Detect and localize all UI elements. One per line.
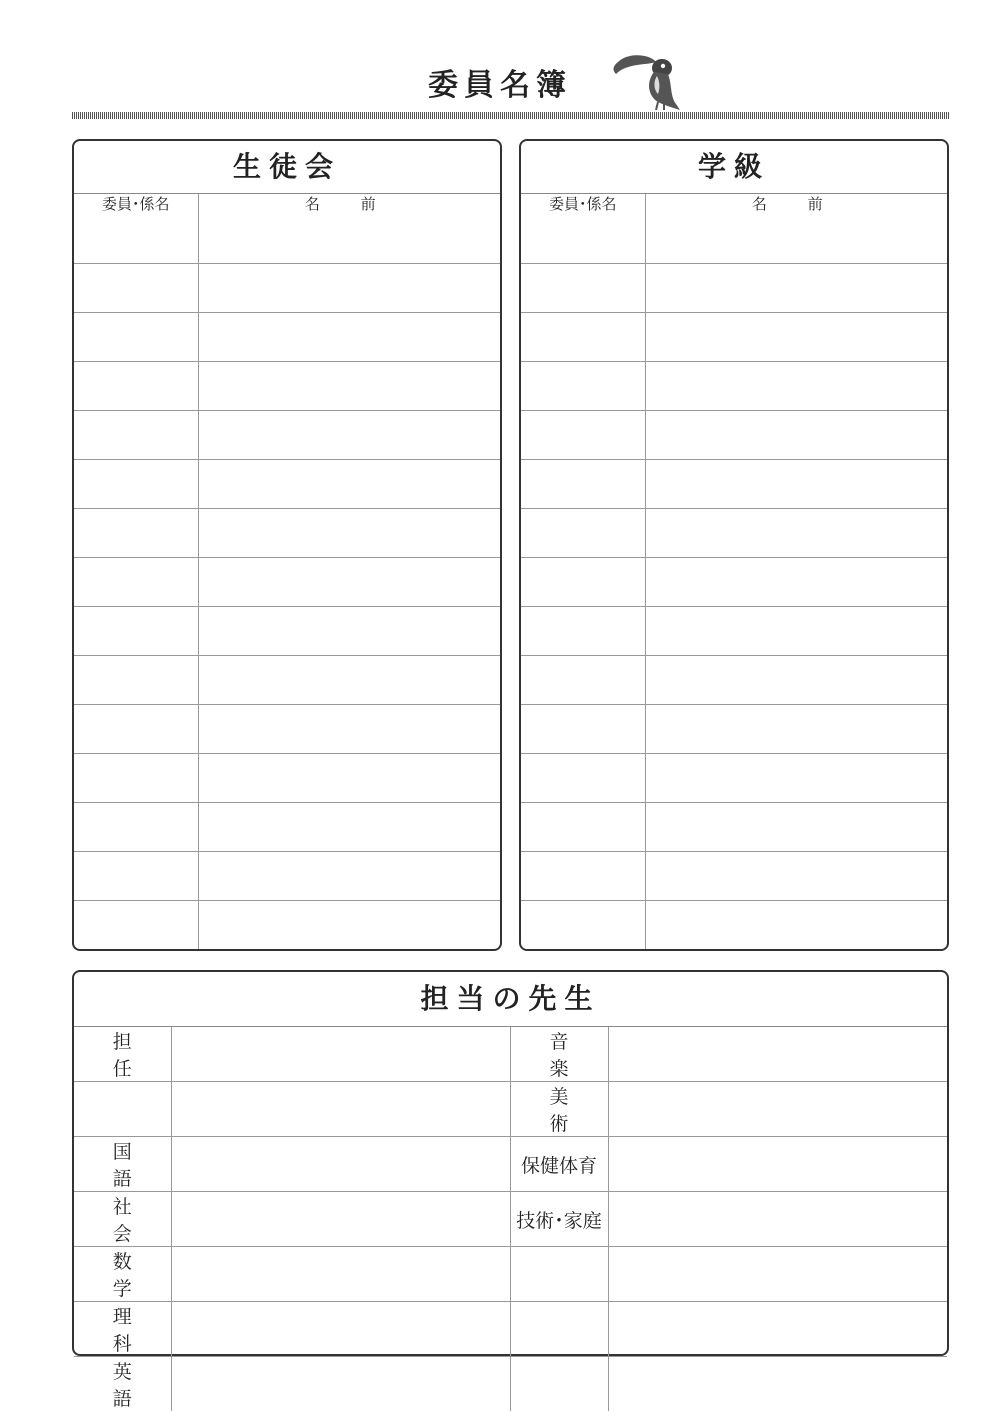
role-cell[interactable] [74,215,198,264]
name-cell[interactable] [645,754,947,803]
name-cell[interactable] [645,215,947,264]
table-row [74,1357,947,1412]
table-row [521,558,947,607]
teacher-name-cell[interactable] [171,1247,510,1302]
name-cell[interactable] [645,460,947,509]
table-row [521,411,947,460]
teacher-name-cell[interactable] [171,1357,510,1412]
name-cell[interactable] [645,264,947,313]
teacher-name-cell[interactable] [608,1302,947,1357]
table-row [521,215,947,264]
teachers-panel [72,970,949,1410]
column-header-name: 名 前 [645,194,947,215]
name-cell[interactable] [198,509,500,558]
table-row [74,852,500,901]
name-cell[interactable] [198,558,500,607]
name-cell[interactable] [645,901,947,950]
name-cell[interactable] [645,803,947,852]
table-row [74,656,500,705]
role-cell[interactable] [521,754,645,803]
teacher-name-cell[interactable] [171,1302,510,1357]
table-row [521,754,947,803]
subject-label: 技術･家庭 [510,1192,608,1247]
table-row [74,313,500,362]
name-cell[interactable] [198,754,500,803]
role-cell[interactable] [521,460,645,509]
role-cell[interactable] [521,656,645,705]
column-header-name: 名 前 [198,194,500,215]
table-row [521,852,947,901]
student-council-panel [72,139,502,951]
table-row [74,558,500,607]
table-row [521,901,947,950]
name-cell[interactable] [198,607,500,656]
table-row [74,460,500,509]
subject-label: 数 学 [74,1247,171,1302]
column-header-role: 委員･係名 [521,194,645,215]
role-cell[interactable] [521,852,645,901]
teacher-name-cell[interactable] [171,1192,510,1247]
name-cell[interactable] [645,362,947,411]
role-cell[interactable] [521,901,645,950]
table-row [74,264,500,313]
name-cell[interactable] [645,509,947,558]
role-cell[interactable] [74,460,198,509]
table-row [74,803,500,852]
name-cell[interactable] [198,215,500,264]
teacher-name-cell[interactable] [171,1027,510,1082]
table-row [74,705,500,754]
table-row [521,460,947,509]
table-row [74,509,500,558]
table-row [521,656,947,705]
role-cell[interactable] [74,607,198,656]
subject-label: 音 楽 [510,1027,608,1082]
role-cell[interactable] [74,362,198,411]
teacher-name-cell[interactable] [171,1082,510,1137]
class-panel [519,139,949,951]
table-row [521,705,947,754]
table-row [74,901,500,950]
teacher-name-cell[interactable] [171,1137,510,1192]
name-cell[interactable] [645,705,947,754]
role-cell[interactable] [74,852,198,901]
name-cell[interactable] [645,411,947,460]
toucan-icon [610,52,685,114]
role-cell[interactable] [74,705,198,754]
title-rule [72,112,950,119]
role-cell[interactable] [521,362,645,411]
table-row [74,1302,947,1357]
name-cell[interactable] [198,460,500,509]
subject-label: 国 語 [74,1137,171,1192]
teachers-table [74,1027,947,1411]
role-cell[interactable] [521,509,645,558]
name-cell[interactable] [645,313,947,362]
teacher-name-cell[interactable] [608,1082,947,1137]
class-table [521,194,947,949]
role-cell[interactable] [521,803,645,852]
name-cell[interactable] [198,656,500,705]
teachers-title: 担当の先生 [74,972,947,1027]
name-cell[interactable] [198,901,500,950]
name-cell[interactable] [645,656,947,705]
role-cell[interactable] [74,411,198,460]
name-cell[interactable] [198,705,500,754]
subject-label [510,1302,608,1357]
teacher-name-cell[interactable] [608,1027,947,1082]
teacher-name-cell[interactable] [608,1247,947,1302]
subject-label [510,1247,608,1302]
name-cell[interactable] [645,558,947,607]
table-row [521,313,947,362]
subject-label: 担 任 [74,1027,171,1082]
role-cell[interactable] [74,264,198,313]
table-row [521,264,947,313]
name-cell[interactable] [198,264,500,313]
role-cell[interactable] [74,803,198,852]
table-row [74,1137,947,1192]
teacher-name-cell[interactable] [608,1137,947,1192]
subject-label [510,1357,608,1412]
name-cell[interactable] [198,362,500,411]
role-cell[interactable] [74,509,198,558]
table-row [521,607,947,656]
role-cell[interactable] [521,313,645,362]
name-cell[interactable] [198,803,500,852]
table-row [521,509,947,558]
subject-label: 社 会 [74,1192,171,1247]
role-cell[interactable] [74,754,198,803]
role-cell[interactable] [74,656,198,705]
page-title [0,62,1000,110]
name-cell[interactable] [198,411,500,460]
table-row [74,362,500,411]
subject-label: 英 語 [74,1357,171,1412]
role-cell[interactable] [74,558,198,607]
role-cell[interactable] [521,215,645,264]
teacher-name-cell[interactable] [608,1192,947,1247]
column-header-role: 委員･係名 [74,194,198,215]
student-council-title: 生徒会 [74,141,500,194]
table-row [74,754,500,803]
subject-label: 理 科 [74,1302,171,1357]
role-cell[interactable] [521,558,645,607]
name-cell[interactable] [198,852,500,901]
table-row [521,803,947,852]
table-row [74,607,500,656]
name-cell[interactable] [645,852,947,901]
student-council-table [74,194,500,949]
name-cell[interactable] [198,313,500,362]
table-row [74,1247,947,1302]
role-cell[interactable] [521,705,645,754]
teacher-name-cell[interactable] [608,1357,947,1412]
name-cell[interactable] [645,607,947,656]
role-cell[interactable] [521,607,645,656]
table-row [74,215,500,264]
table-row [74,1082,947,1137]
subject-label [74,1082,171,1137]
table-row [74,1027,947,1082]
table-row [521,362,947,411]
role-cell[interactable] [74,901,198,950]
table-row [74,411,500,460]
subject-label: 美 術 [510,1082,608,1137]
role-cell[interactable] [521,411,645,460]
class-title: 学級 [521,141,947,194]
role-cell[interactable] [521,264,645,313]
table-row [74,1192,947,1247]
page-title-text: 委員名簿 [428,68,572,103]
subject-label: 保健体育 [510,1137,608,1192]
role-cell[interactable] [74,313,198,362]
